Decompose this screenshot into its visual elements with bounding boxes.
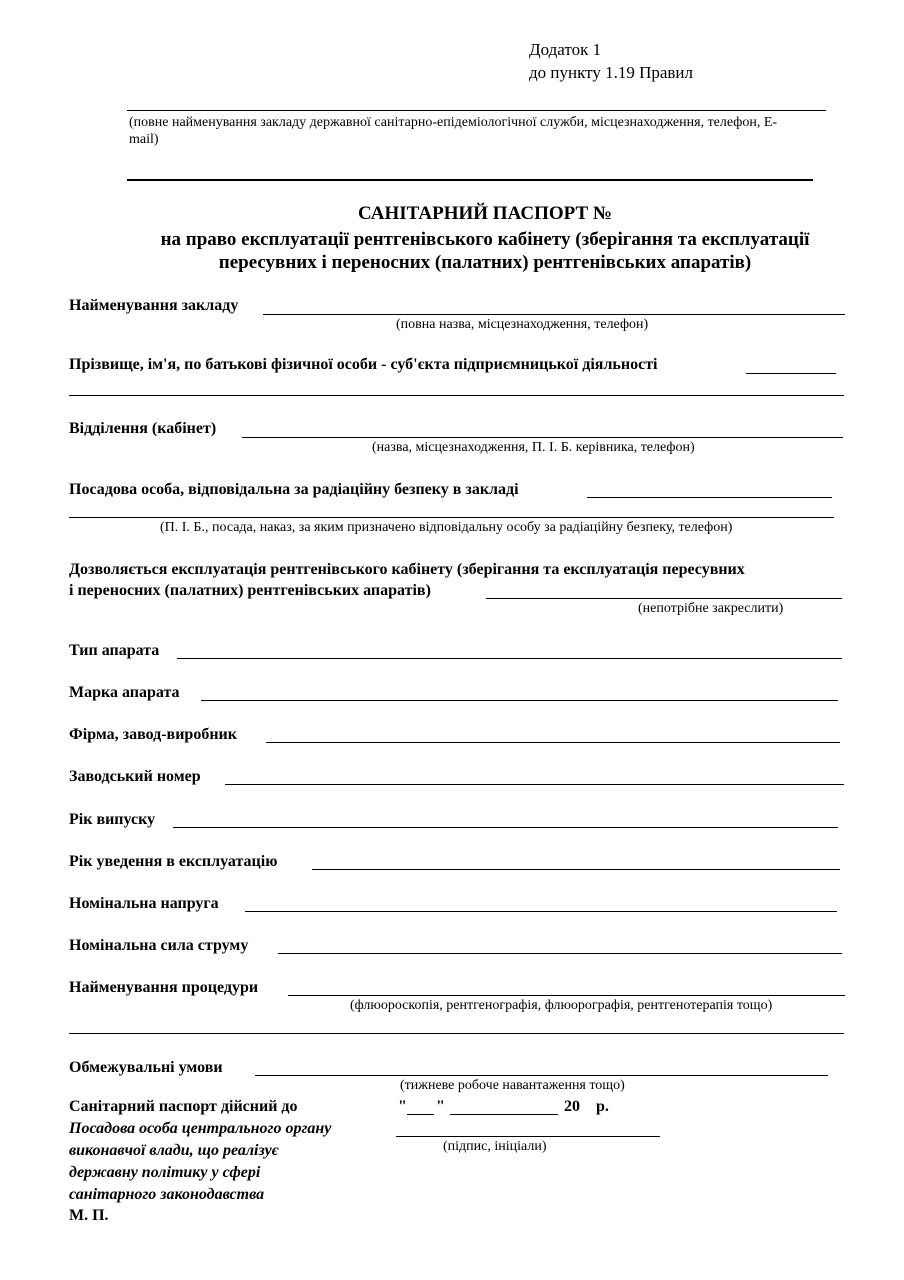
- seal-label: М. П.: [69, 1207, 109, 1224]
- restrictions-caption: (тижневе робоче навантаження тощо): [400, 1078, 625, 1093]
- department-label: Відділення (кабінет): [69, 420, 217, 437]
- entrepreneur-field-continued[interactable]: [69, 395, 844, 396]
- permission-field[interactable]: [486, 598, 842, 599]
- procedure-caption: (флюороскопія, рентгенографія, флюорографія, рентгенотерапія тощо): [350, 998, 773, 1013]
- radiation-officer-field[interactable]: [587, 497, 832, 498]
- procedure-label: Найменування процедури: [69, 979, 259, 996]
- institution-caption: (повна назва, місцезнаходження, телефон): [396, 317, 649, 332]
- official-line-4: санітарного законодавства: [69, 1186, 265, 1203]
- permission-caption: (непотрібне закреслити): [638, 601, 784, 616]
- nominal-voltage-label: Номінальна напруга: [69, 895, 219, 912]
- appendix-line-1: Додаток 1: [529, 40, 602, 59]
- signature-caption: (підпис, ініціали): [443, 1139, 547, 1154]
- official-line-1: Посадова особа центрального органу: [69, 1120, 332, 1137]
- entrepreneur-field[interactable]: [746, 373, 836, 374]
- official-line-3: державну політику у сфері: [69, 1164, 261, 1181]
- manufacturer-label: Фірма, завод-виробник: [69, 726, 237, 743]
- institution-field[interactable]: [263, 314, 845, 315]
- serial-number-label: Заводський номер: [69, 768, 201, 785]
- device-type-field[interactable]: [177, 658, 842, 659]
- issuer-caption-line-1: (повне найменування закладу державної санітарно-епідеміологічної служби, місцезнаходження, телефон, E-: [129, 115, 778, 130]
- validity-quote-open: ": [398, 1098, 407, 1115]
- institution-label: Найменування закладу: [69, 297, 239, 314]
- nominal-voltage-field[interactable]: [245, 911, 837, 912]
- year-commissioned-label: Рік уведення в експлуатацію: [69, 853, 278, 870]
- department-caption: (назва, місцезнаходження, П. І. Б. керівника, телефон): [372, 440, 695, 455]
- validity-day-field[interactable]: [407, 1114, 434, 1115]
- document-title: САНІТАРНИЙ ПАСПОРТ №: [358, 203, 612, 224]
- permission-text-line-1: Дозволяється експлуатація рентгенівського кабінету (зберігання та експлуатація пересувних: [69, 561, 745, 578]
- validity-month-field[interactable]: [450, 1114, 558, 1115]
- year-commissioned-field[interactable]: [312, 869, 840, 870]
- radiation-officer-caption: (П. І. Б., посада, наказ, за яким призначено відповідальну особу за радіаційну безпеку, телефон): [160, 520, 733, 535]
- issuer-caption-line-2: mail): [129, 132, 159, 147]
- radiation-officer-field-continued[interactable]: [69, 517, 834, 518]
- validity-label: Санітарний паспорт дійсний до: [69, 1098, 298, 1115]
- serial-number-field[interactable]: [225, 784, 844, 785]
- validity-quote-close: ": [436, 1098, 445, 1115]
- year-of-manufacture-field[interactable]: [173, 827, 838, 828]
- issuer-extra-field[interactable]: [127, 179, 813, 181]
- validity-year-suffix: р.: [596, 1098, 609, 1115]
- nominal-current-field[interactable]: [278, 953, 842, 954]
- restrictions-field[interactable]: [255, 1075, 828, 1076]
- department-field-thin[interactable]: [405, 437, 843, 438]
- procedure-field[interactable]: [288, 995, 845, 996]
- official-line-2: виконавчої влади, що реалізує: [69, 1142, 279, 1159]
- document-subtitle-line-1: на право експлуатації рентгенівського кабінету (зберігання та експлуатації: [160, 229, 810, 250]
- issuer-name-field[interactable]: [127, 110, 826, 111]
- department-field[interactable]: [242, 437, 405, 438]
- nominal-current-label: Номінальна сила струму: [69, 937, 249, 954]
- validity-year-prefix: 20: [564, 1098, 580, 1115]
- device-type-label: Тип апарата: [69, 642, 160, 659]
- manufacturer-field[interactable]: [266, 742, 840, 743]
- permission-text-line-2: і переносних (палатних) рентгенівських апаратів): [69, 582, 431, 599]
- entrepreneur-label: Прізвище, ім'я, по батькові фізичної особи - суб'єкта підприємницької діяльності: [69, 356, 658, 373]
- procedure-field-continued[interactable]: [69, 1033, 844, 1034]
- radiation-officer-label: Посадова особа, відповідальна за радіаційну безпеку в закладі: [69, 481, 519, 498]
- year-of-manufacture-label: Рік випуску: [69, 811, 156, 828]
- device-brand-label: Марка апарата: [69, 684, 180, 701]
- device-brand-field[interactable]: [201, 700, 838, 701]
- document-subtitle-line-2: пересувних і переносних (палатних) рентгенівських апаратів): [218, 252, 752, 273]
- restrictions-label: Обмежувальні умови: [69, 1059, 223, 1076]
- signature-field[interactable]: [396, 1136, 660, 1137]
- appendix-line-2: до пункту 1.19 Правил: [529, 63, 694, 82]
